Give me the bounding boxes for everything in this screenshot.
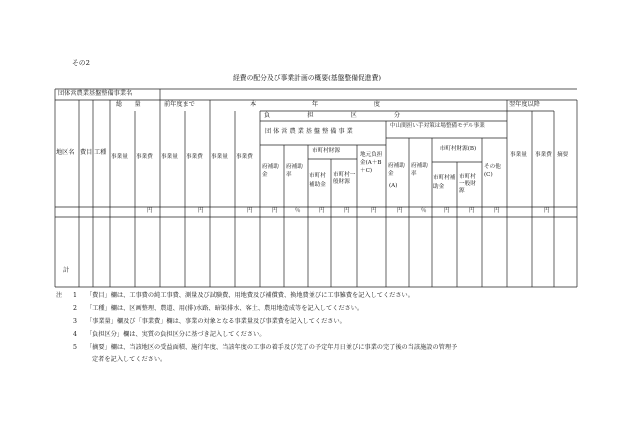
chusan-a-label: (A) (389, 183, 398, 189)
note-text: 「費目」欄は、工事費の純工事費、測量及び試験費、用地費及び補償費、換地費並びに工事雑費を記入してください。 (86, 292, 414, 299)
unit-yen: 円 (444, 208, 450, 214)
burden-header: 負 担 区 分 (264, 112, 401, 119)
local-burden-header: 地元負担金(A＋B＋C) (360, 152, 383, 174)
note-number: 5 (73, 344, 77, 351)
chusan-muni-general-header: 市町村一般財源 (459, 174, 476, 194)
note-number: 4 (73, 331, 77, 338)
unit-percent: ％ (421, 208, 427, 214)
chusan-muni-subsidy-header: 市町村補助金 (433, 175, 456, 190)
note-text: 「負担区分」欄は、実質の負担区分に基づき記入してください。 (86, 331, 266, 338)
total-cost-header: 事業費 (136, 154, 153, 160)
org-name-label: 団体営農業基盤整備事業名 (58, 90, 133, 97)
notes-prefix: 注 (56, 292, 63, 299)
prev-qty-header: 事業量 (161, 154, 178, 160)
document-title: 経費の配分及び事業計画の概要(基盤整備促進費) (233, 74, 382, 82)
unit-yen: 円 (319, 208, 325, 214)
note-number: 3 (73, 318, 77, 325)
other-header: その他(C) (484, 164, 501, 178)
remarks-header: 摘要 (557, 152, 569, 158)
muni-source-header: 市町村財源 (312, 148, 340, 154)
unit-yen: 円 (397, 208, 403, 214)
note-text-continued: 定者を記入してください。 (92, 356, 167, 363)
total-header: 総 量 (116, 101, 141, 108)
pref-subsidy-header: 府補助金 (262, 164, 279, 178)
unit-yen: 円 (272, 208, 278, 214)
unit-percent: ％ (295, 208, 301, 214)
muni-subsidy-header: 市町村補助金 (309, 173, 326, 188)
note-number: 1 (73, 292, 77, 299)
next-qty-header: 事業量 (510, 152, 527, 158)
this-year-header: 本 年 度 (250, 101, 380, 108)
unit-yen: 円 (344, 208, 350, 214)
unit-yen: 円 (198, 208, 204, 214)
unit-yen: 円 (494, 208, 500, 214)
next-year-header: 翌年度以降 (509, 101, 540, 108)
chusan-header: 中山間担い手対策は場整備モデル事業 (390, 123, 485, 129)
note-number: 2 (73, 305, 77, 312)
unit-yen: 円 (371, 208, 377, 214)
this-cost-header: 事業費 (236, 154, 253, 160)
prev-year-header: 前年度まで (164, 101, 195, 108)
unit-yen: 円 (247, 208, 253, 214)
unit-yen: 円 (469, 208, 475, 214)
unit-yen: 円 (147, 208, 153, 214)
dantai-header: 団 体 営 農 業 基 盤 整 備 事 業 (265, 128, 353, 135)
this-qty-header: 事業量 (211, 154, 228, 160)
chusan-rate-header: 府補助率 (411, 163, 428, 177)
pref-rate-header: 府補助率 (286, 164, 303, 178)
next-cost-header: 事業費 (535, 152, 552, 158)
chusan-muni-b-header: 市町村財源(B) (439, 146, 477, 152)
unit-yen: 円 (544, 208, 550, 214)
total-row-label: 計 (63, 267, 70, 274)
cost-item-header: 費目 (80, 149, 93, 156)
prev-cost-header: 事業費 (186, 154, 203, 160)
form-number-label: その2 (72, 59, 90, 67)
chusan-subsidy-header: 府補助金 (388, 163, 405, 177)
district-header: 地区名 (56, 149, 75, 156)
muni-general-header: 市町村一般財源 (333, 172, 356, 185)
note-text: 「事業量」欄及び「事業費」欄は、事業の対象となる事業量及び事業費を記入してください。 (86, 318, 346, 325)
work-type-header: 工種 (94, 149, 107, 156)
total-qty-header: 事業量 (111, 154, 128, 160)
note-text: 「摘要」欄は、当該地区の受益面積、施行年度、当該年度の工事の着手及び完了の予定年月日並びに事業の完了後の当該施設の管理予 (86, 344, 458, 351)
note-text: 「工種」欄は、区画整理、農道、用(排)水路、暗渠排水、客土、農用地造成等を記入してください。 (86, 305, 364, 312)
